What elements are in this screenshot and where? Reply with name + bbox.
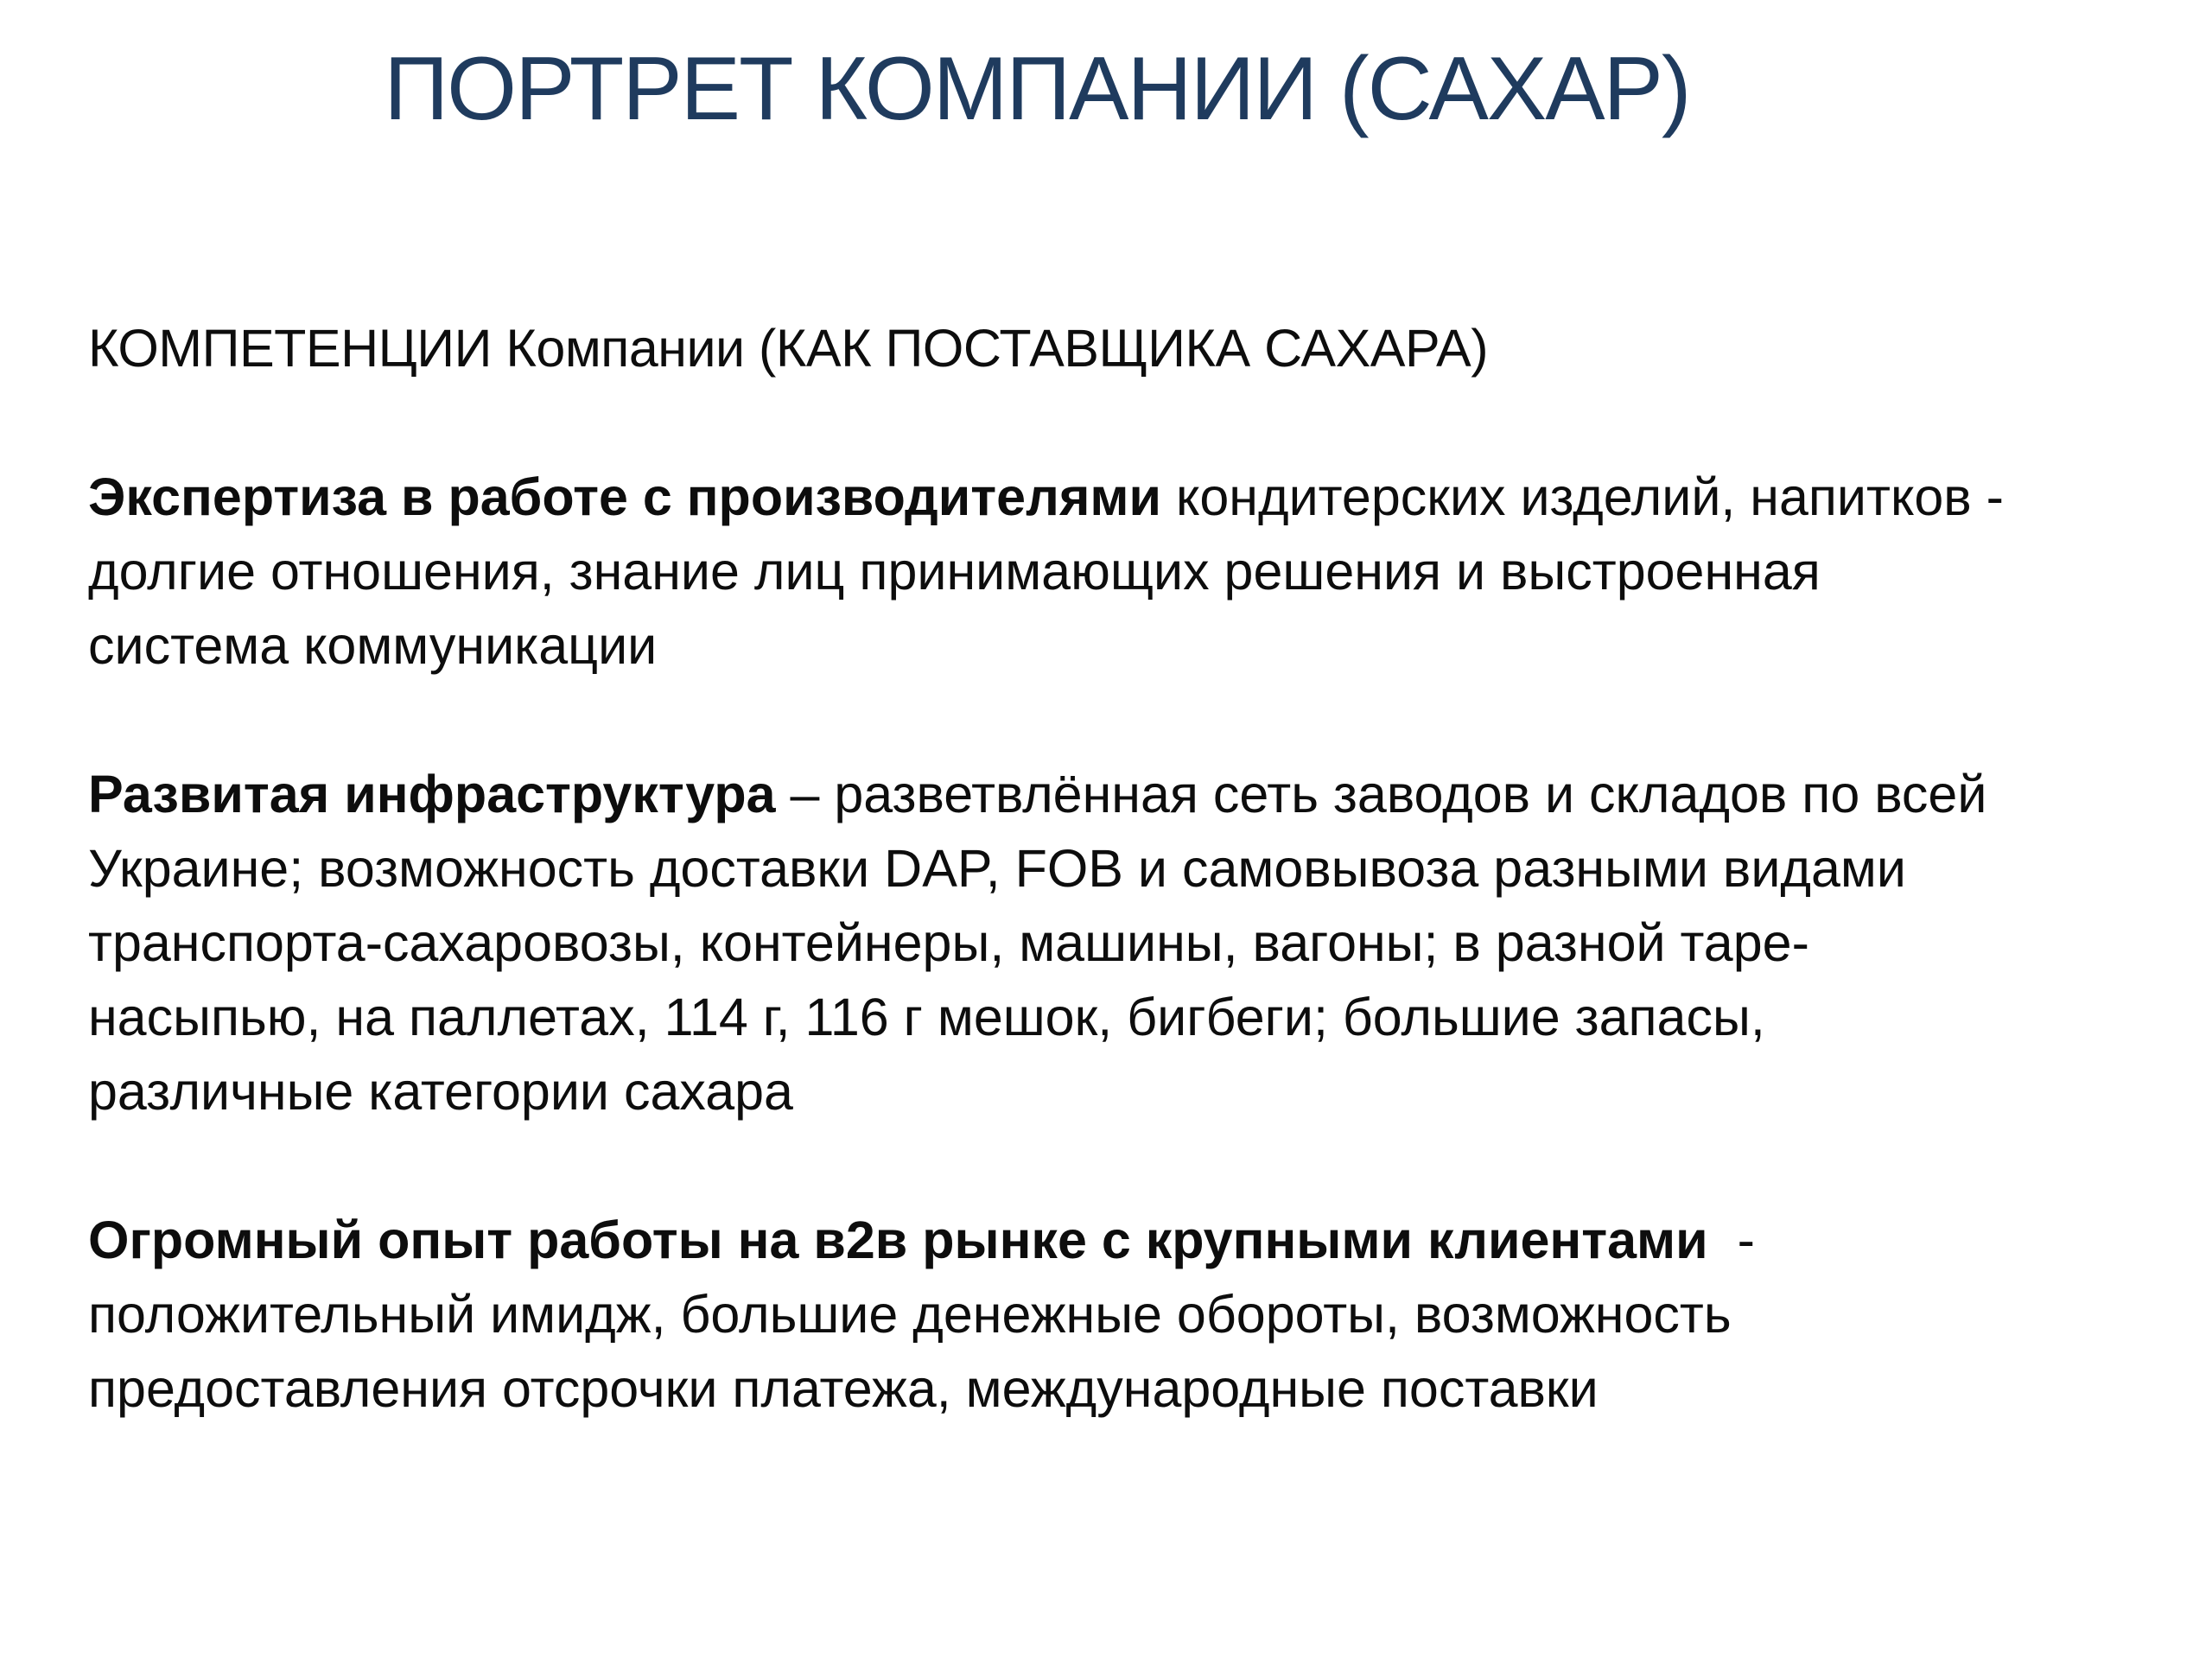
paragraph-bold-lead: Огромный опыт работы на в2в рынке с крупными клиентами bbox=[88, 1211, 1708, 1269]
paragraph-text: - bbox=[1707, 1211, 1755, 1269]
paragraph-text: – разветвлённая сеть заводов и складов по всей bbox=[775, 765, 1987, 823]
paragraph-b2b-experience bbox=[88, 1203, 2162, 1426]
slide-body bbox=[88, 311, 2162, 1426]
paragraph-expertise bbox=[88, 460, 2162, 683]
paragraph-bold-lead: Экспертиза в работе с производителями bbox=[88, 467, 1162, 526]
paragraph-line: насыпью, на паллетах, 114 г, 116 г мешок, бигбеги; большие запасы, bbox=[88, 988, 1765, 1046]
paragraph-line: предоставления отсрочки платежа, международные поставки bbox=[88, 1359, 1599, 1418]
paragraph-line: Украине; возможность доставки DAP, FOB и самовывоза разными видами bbox=[88, 839, 1906, 898]
section-heading: КОМПЕТЕНЦИИ Компании (КАК ПОСТАВЩИКА САХАРА) bbox=[88, 319, 1489, 378]
paragraph-line bbox=[88, 1203, 2162, 1277]
paragraph-text: кондитерских изделий, напитков - bbox=[1161, 467, 2004, 526]
paragraph-line bbox=[88, 460, 2162, 534]
paragraph-line: система коммуникации bbox=[88, 616, 658, 675]
page-title: ПОРТРЕТ КОМПАНИИ (САХАР) bbox=[384, 39, 1690, 139]
paragraph-line: транспорта-сахаровозы, контейнеры, машины, вагоны; в разной таре- bbox=[88, 913, 1809, 972]
paragraph-line: долгие отношения, знание лиц принимающих решения и выстроенная bbox=[88, 542, 1821, 601]
paragraph-bold-lead: Развитая инфраструктура bbox=[88, 765, 776, 823]
paragraph-line: различные категории сахара bbox=[88, 1062, 793, 1121]
paragraph-infrastructure bbox=[88, 757, 2162, 1128]
paragraph-line bbox=[88, 757, 2162, 831]
paragraph-line: положительный имидж, большие денежные обороты, возможность bbox=[88, 1285, 1732, 1344]
